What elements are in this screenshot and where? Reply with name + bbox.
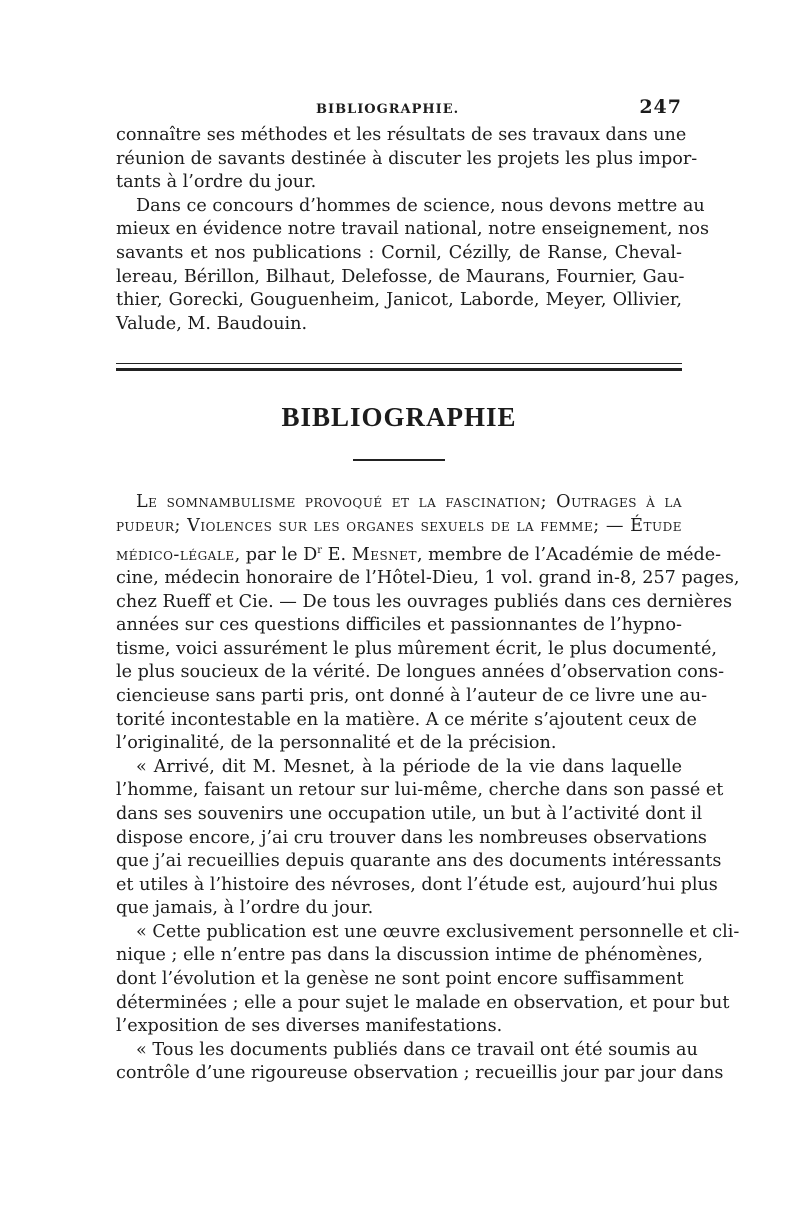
text-span: , par le D (234, 544, 318, 565)
running-head-title: BIBLIOGRAPHIE. (316, 102, 460, 117)
thin-rule (116, 363, 682, 364)
text-line: le plus soucieux de la vérité. De longues années d’observation cons- (116, 662, 725, 683)
thick-rule (116, 368, 682, 371)
text-line: années sur ces questions difficiles et passionnantes de l’hypno- (116, 615, 682, 636)
quote-paragraph-1 (116, 756, 724, 921)
text-line: cine, médecin honoraire de l’Hôtel-Dieu, 1 vol. grand in-8, 257 pages, (116, 567, 740, 588)
entry-citation-line (116, 539, 722, 567)
page (116, 96, 740, 1086)
text-line: chez Rueff et Cie. — De tous les ouvrages publiés dans ces dernières (116, 591, 732, 612)
section-title: BIBLIOGRAPHIE (281, 402, 517, 433)
text-line: réunion de savants destinée à discuter les projets les plus impor- (116, 148, 698, 169)
text-line: torité incontestable en la matière. A ce mérite s’ajoutent ceux de (116, 709, 697, 730)
quote-paragraph-2 (116, 921, 740, 1039)
text-line: contrôle d’une rigoureuse observation ; recueillis jour par jour dans (116, 1063, 724, 1084)
entry-title-line: Le somnambulisme provoqué et la fascination; Outrages à la (136, 492, 682, 513)
text-line: l’originalité, de la personnalité et de la précision. (116, 733, 557, 754)
text-span: , membre de l’Académie de méde- (416, 544, 722, 565)
text-line: dont l’évolution et la genèse ne sont point encore suffisamment (116, 969, 684, 990)
text-line: et utiles à l’histoire des névroses, dont l’étude est, aujourd’hui plus (116, 874, 718, 895)
text-line: mieux en évidence notre travail national, notre enseignement, nos (116, 219, 709, 240)
text-line: l’homme, faisant un retour sur lui-même, cherche dans son passé et (116, 780, 724, 801)
quote-paragraph-3 (116, 1039, 724, 1086)
bibliography-entry (116, 491, 740, 755)
text-line: « Cette publication est une œuvre exclusivement personnelle et cli- (136, 921, 740, 942)
text-line: tants à l’ordre du jour. (116, 172, 317, 193)
text-span: E. (322, 544, 352, 565)
page-number: 247 (639, 96, 682, 118)
text-line: déterminées ; elle a pour sujet le malade en observation, et pour but (116, 992, 730, 1013)
superscript: r (317, 544, 323, 556)
double-rule-divider (116, 363, 682, 372)
text-line: Valude, M. Baudouin. (116, 313, 308, 334)
text-line: « Arrivé, dit M. Mesnet, à la période de la vie dans laquelle (136, 756, 682, 777)
running-head (116, 96, 682, 124)
text-line: lereau, Bérillon, Bilhaut, Delefosse, de Maurans, Fournier, Gau- (116, 266, 685, 287)
text-line: que jamais, à l’ordre du jour. (116, 898, 374, 919)
text-line: ciencieuse sans parti pris, ont donné à l’auteur de ce livre une au- (116, 685, 708, 706)
second-paragraph (116, 195, 709, 337)
text-line: dans ses souvenirs une occupation utile, un but à l’activité dont il (116, 803, 703, 824)
intro-paragraph (116, 124, 698, 195)
author-name: Mesnet (351, 544, 417, 565)
text-line: « Tous les documents publiés dans ce travail ont été soumis au (136, 1039, 698, 1060)
text-line: savants et nos publications : Cornil, Cézilly, de Ranse, Cheval- (116, 242, 682, 263)
text-line: l’exposition de ses diverses manifestations. (116, 1016, 503, 1037)
entry-title-line: pudeur; Violences sur les organes sexuels de la femme; — Étude (116, 515, 682, 536)
text-line: Dans ce concours d’hommes de science, nous devons mettre au (136, 195, 705, 216)
text-line: tisme, voici assurément le plus mûrement écrit, le plus documenté, (116, 638, 717, 659)
text-line: nique ; elle n’entre pas dans la discussion intime de phénomènes, (116, 945, 703, 966)
short-rule (353, 459, 445, 461)
entry-subtitle: médico-légale (116, 544, 235, 565)
text-line: connaître ses méthodes et les résultats de ses travaux dans une (116, 125, 687, 145)
text-line: dispose encore, j’ai cru trouver dans les nombreuses observations (116, 827, 707, 848)
text-line: thier, Gorecki, Gouguenheim, Janicot, Laborde, Meyer, Ollivier, (116, 290, 682, 311)
text-line: que j’ai recueillies depuis quarante ans des documents intéressants (116, 851, 722, 872)
